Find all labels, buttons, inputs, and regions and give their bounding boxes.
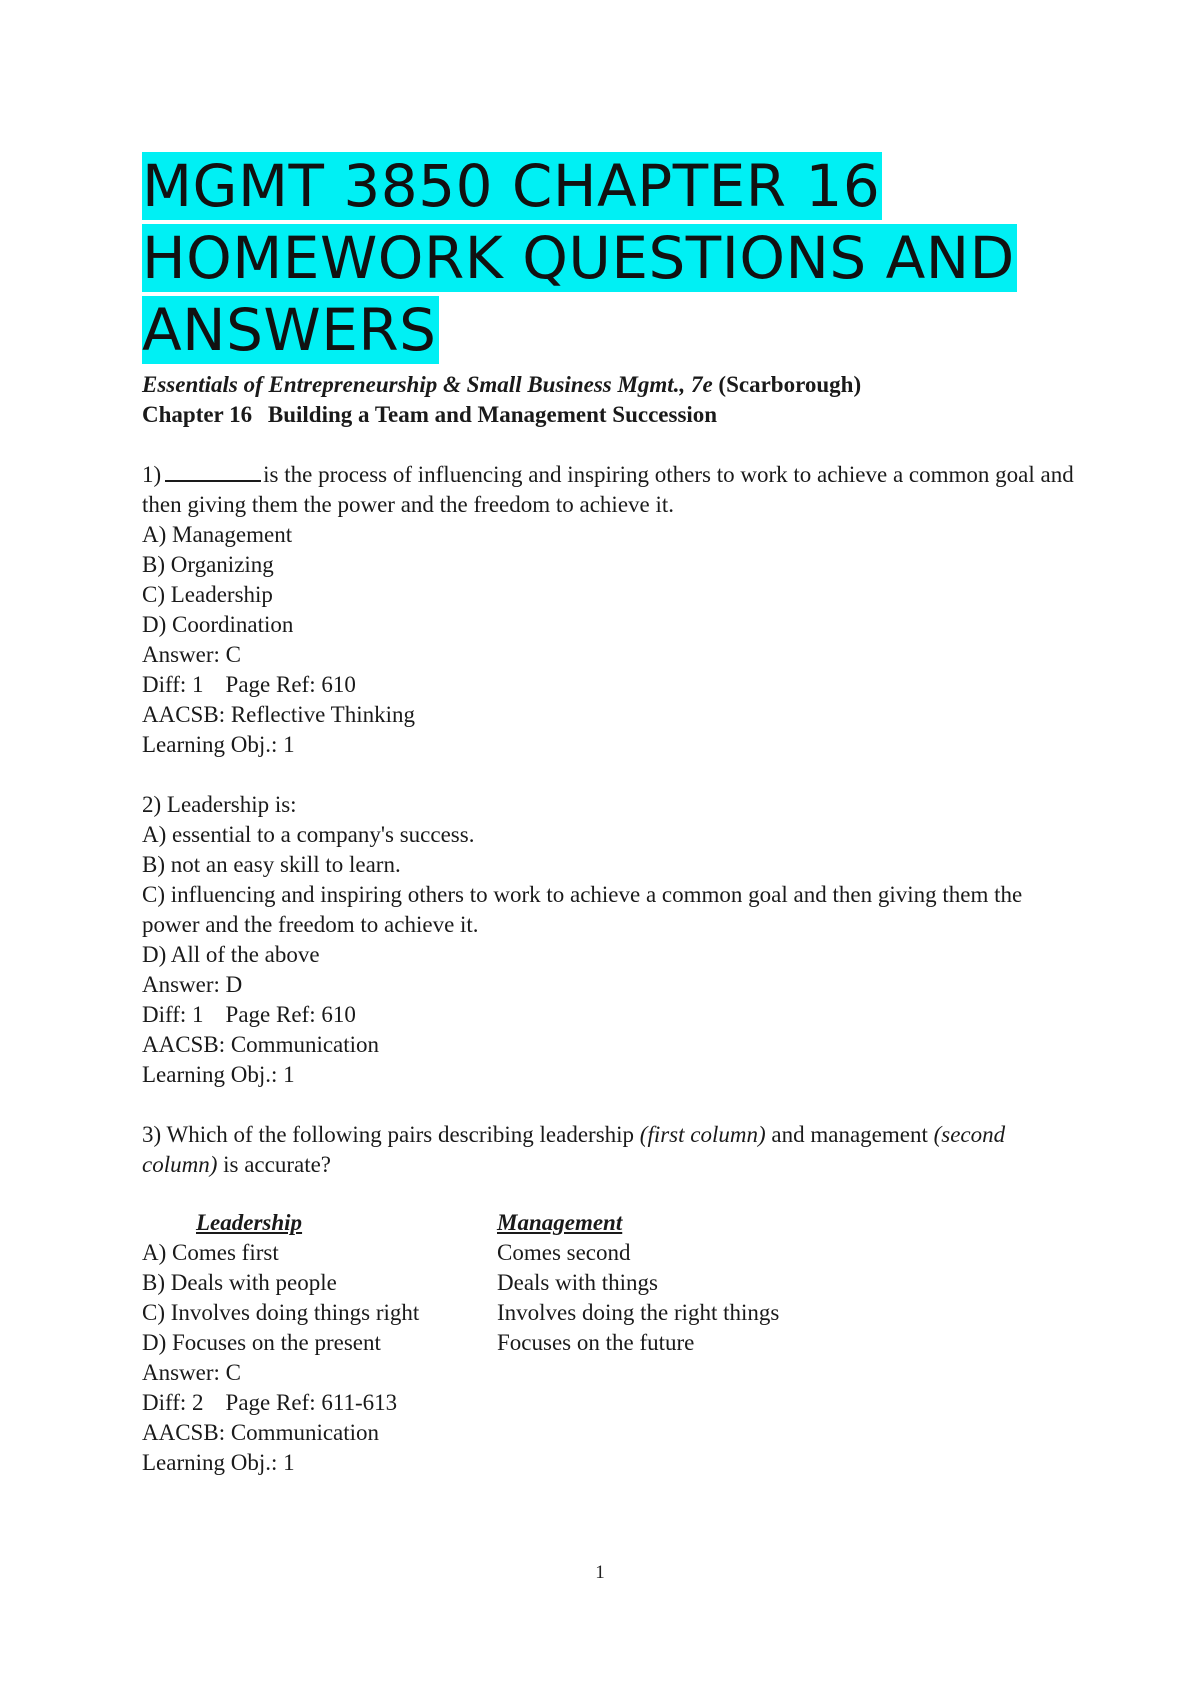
q3-option-a-right: Comes second [497,1240,631,1265]
document-subtitle [142,370,1082,430]
question-3-stem [142,1120,1082,1180]
q2-page-ref: Page Ref: 610 [225,1002,356,1027]
q3-table-header [142,1208,1082,1238]
question-1-number: 1) [142,462,162,487]
question-1-stem-text: is the process of influencing and inspiring others to work to achieve a common goal and then giving them the power and the freedom to achieve it. [142,462,1074,517]
q1-diff-line [142,670,1082,700]
q3-comparison-table [142,1208,1082,1358]
q3-aacsb: AACSB: Communication [142,1420,380,1445]
q3-option-b-left: B) Deals with people [142,1270,337,1295]
q3-option-c-left: C) Involves doing things right [142,1300,420,1325]
q3-option-a-left: A) Comes first [142,1240,279,1265]
question-2-stem: 2) Leadership is: [142,792,297,817]
document-title [142,150,1082,366]
table-row [142,1298,1082,1328]
book-author: (Scarborough) [718,372,862,397]
book-line [142,370,1082,400]
q1-option-a: A) Management [142,522,293,547]
q2-diff: Diff: 1 [142,1002,204,1027]
chapter-line [142,400,1082,430]
book-title: Essentials of Entrepreneurship & Small Business Mgmt., 7e [142,372,713,397]
question-1 [142,460,1082,760]
q3-page-ref: Page Ref: 611-613 [225,1390,398,1415]
title-line-3: ANSWERS [142,296,437,364]
q3-diff-line [142,1388,1082,1418]
answer-blank [165,462,261,482]
q2-answer: Answer: D [142,972,243,997]
q2-option-b: B) not an easy skill to learn. [142,852,401,877]
q1-learning-obj: Learning Obj.: 1 [142,732,295,757]
q3-stem-part-2: and management [765,1122,934,1147]
q1-answer: Answer: C [142,642,242,667]
q3-stem-second-column: (second column) [142,1122,1006,1177]
q1-page-ref: Page Ref: 610 [225,672,356,697]
q3-option-d-right: Focuses on the future [497,1330,695,1355]
q2-aacsb: AACSB: Communication [142,1032,380,1057]
q1-aacsb: AACSB: Reflective Thinking [142,702,416,727]
document-content [142,150,1082,1478]
q2-learning-obj: Learning Obj.: 1 [142,1062,295,1087]
q2-option-d: D) All of the above [142,942,320,967]
question-1-stem [142,460,1082,520]
table-row [142,1268,1082,1298]
q1-option-c: C) Leadership [142,582,273,607]
q3-learning-obj: Learning Obj.: 1 [142,1450,295,1475]
title-line-2: HOMEWORK QUESTIONS AND [142,224,1015,292]
q3-option-c-right: Involves doing the right things [497,1300,780,1325]
chapter-title: Building a Team and Management Succession [267,402,718,427]
question-3 [142,1120,1082,1478]
col-header-management: Management [497,1210,623,1235]
q3-answer: Answer: C [142,1360,242,1385]
q2-diff-line [142,1000,1082,1030]
q1-option-b: B) Organizing [142,552,274,577]
q1-diff: Diff: 1 [142,672,204,697]
q3-stem-part-1: 3) Which of the following pairs describing leadership [142,1122,640,1147]
q3-stem-first-column: (first column) [639,1122,766,1147]
q1-option-d: D) Coordination [142,612,294,637]
col-header-leadership: Leadership [196,1210,303,1235]
page-number: 1 [595,1562,605,1583]
q3-option-b-right: Deals with things [497,1270,658,1295]
chapter-label: Chapter 16 [142,402,253,427]
q3-diff: Diff: 2 [142,1390,204,1415]
q2-option-a: A) essential to a company's success. [142,822,475,847]
title-line-1: MGMT 3850 CHAPTER 16 [142,152,881,220]
table-row [142,1328,1082,1358]
q3-stem-part-3: is accurate? [217,1152,332,1177]
q2-option-c: C) influencing and inspiring others to work to achieve a common goal and then giving them the power and the freedom to achieve it. [142,882,1023,937]
question-2 [142,790,1082,1090]
q3-option-d-left: D) Focuses on the present [142,1330,381,1355]
table-row [142,1238,1082,1268]
